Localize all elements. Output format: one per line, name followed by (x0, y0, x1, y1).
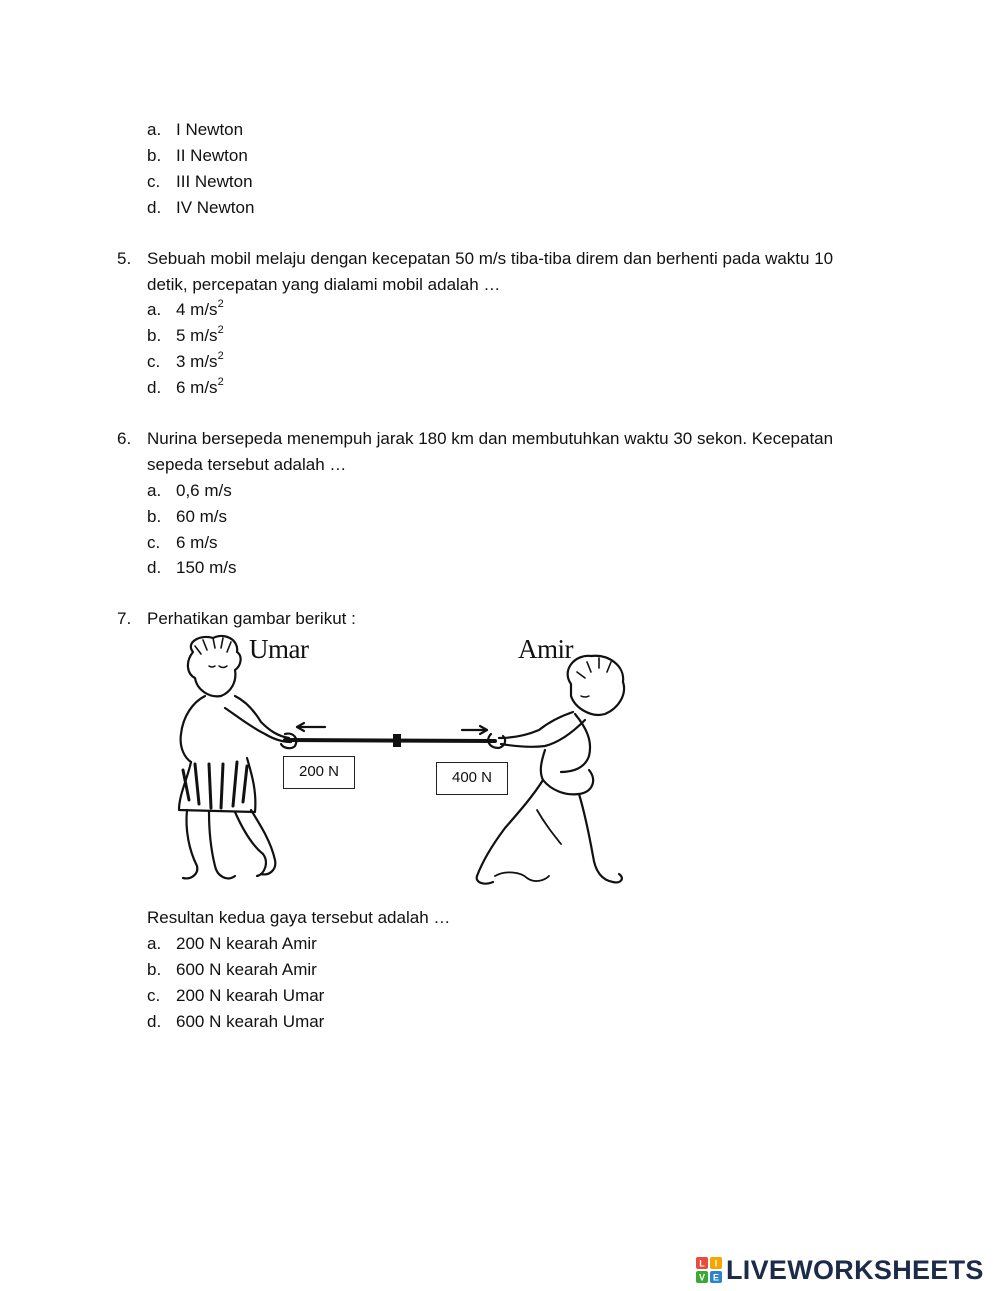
option-text: 60 m/s (176, 507, 228, 526)
q7-option-d[interactable] (147, 1012, 324, 1032)
svg-text:L: L (699, 1258, 705, 1269)
question-5 (117, 246, 887, 298)
option-text: II Newton (176, 146, 248, 165)
option-letter: c. (147, 533, 161, 552)
option-text: 3 m/s (176, 352, 218, 371)
umar-figure (179, 636, 296, 878)
q7-option-b[interactable] (147, 960, 317, 980)
option-letter: b. (147, 326, 162, 345)
q7-question-text: Resultan kedua gaya tersebut adalah … (147, 908, 451, 927)
question-number: 6. (117, 429, 132, 448)
option-text: 6 m/s (176, 378, 218, 397)
option-superscript: 2 (217, 324, 224, 337)
q5-option-b[interactable] (147, 326, 224, 346)
option-superscript: 2 (217, 376, 224, 389)
q5-option-c[interactable] (147, 352, 224, 372)
liveworksheets-logo-icon (696, 1257, 722, 1283)
label-umar: Umar (249, 634, 309, 664)
option-letter: b. (147, 507, 162, 526)
q5-option-a[interactable] (147, 300, 224, 320)
svg-text:I: I (714, 1258, 718, 1269)
q6-option-c[interactable] (147, 533, 218, 553)
question-text-line2: detik, percepatan yang dialami mobil adalah … (147, 275, 501, 294)
option-text: 5 m/s (176, 326, 218, 345)
option-letter: d. (147, 198, 162, 217)
option-letter: c. (147, 986, 161, 1005)
q6-option-a[interactable] (147, 481, 232, 501)
option-text: 4 m/s (176, 300, 218, 319)
rope-marker (393, 734, 401, 747)
option-text: IV Newton (176, 198, 255, 217)
q6-option-d[interactable] (147, 558, 236, 578)
q7-option-a[interactable] (147, 934, 317, 954)
option-text: 0,6 m/s (176, 481, 232, 500)
question-text-line1: Nurina bersepeda menempuh jarak 180 km dan membutuhkan waktu 30 sekon. Kecepatan (147, 429, 834, 448)
q4-option-b[interactable] (147, 146, 248, 166)
option-letter: b. (147, 960, 162, 979)
label-amir: Amir (518, 634, 573, 664)
option-text: I Newton (176, 120, 244, 139)
question-text-line1: Sebuah mobil melaju dengan kecepatan 50 m/s tiba-tiba direm dan berhenti pada waktu 10 (147, 249, 834, 268)
option-letter: d. (147, 1012, 162, 1031)
option-text: 150 m/s (176, 558, 237, 577)
liveworksheets-logo (696, 1255, 984, 1285)
q5-option-d[interactable] (147, 378, 224, 398)
force-label-umar: 200 N (283, 756, 355, 789)
option-letter: b. (147, 146, 162, 165)
option-text: 200 N kearah Umar (176, 986, 325, 1005)
option-text: 6 m/s (176, 533, 218, 552)
option-text: 200 N kearah Amir (176, 934, 317, 953)
option-text: III Newton (176, 172, 253, 191)
option-superscript: 2 (217, 350, 224, 363)
option-letter: d. (147, 558, 162, 577)
option-letter: a. (147, 300, 162, 319)
q6-option-b[interactable] (147, 507, 227, 527)
q7-option-c[interactable] (147, 986, 324, 1006)
q4-option-a[interactable] (147, 120, 243, 140)
question-number: 7. (117, 609, 132, 628)
force-label-amir: 400 N (436, 762, 508, 795)
option-text: 600 N kearah Amir (176, 960, 317, 979)
tug-of-war-figure (165, 630, 637, 902)
question-prompt: Perhatikan gambar berikut : (147, 609, 356, 628)
question-7 (117, 606, 887, 632)
option-letter: a. (147, 120, 162, 139)
tug-of-war-illustration (165, 630, 637, 902)
question-text-line2: sepeda tersebut adalah … (147, 455, 347, 474)
question-6 (117, 426, 887, 478)
option-superscript: 2 (217, 298, 224, 311)
option-letter: a. (147, 934, 162, 953)
option-letter: a. (147, 481, 162, 500)
svg-text:V: V (698, 1272, 706, 1283)
option-text: 600 N kearah Umar (176, 1012, 325, 1031)
option-letter: c. (147, 352, 161, 371)
svg-text:E: E (712, 1272, 720, 1283)
question-number: 5. (117, 249, 132, 268)
option-letter: d. (147, 378, 162, 397)
q4-option-d[interactable] (147, 198, 254, 218)
liveworksheets-wordmark: LIVEWORKSHEETS (726, 1254, 984, 1285)
rope (285, 740, 495, 741)
option-letter: c. (147, 172, 161, 191)
q4-option-c[interactable] (147, 172, 253, 192)
